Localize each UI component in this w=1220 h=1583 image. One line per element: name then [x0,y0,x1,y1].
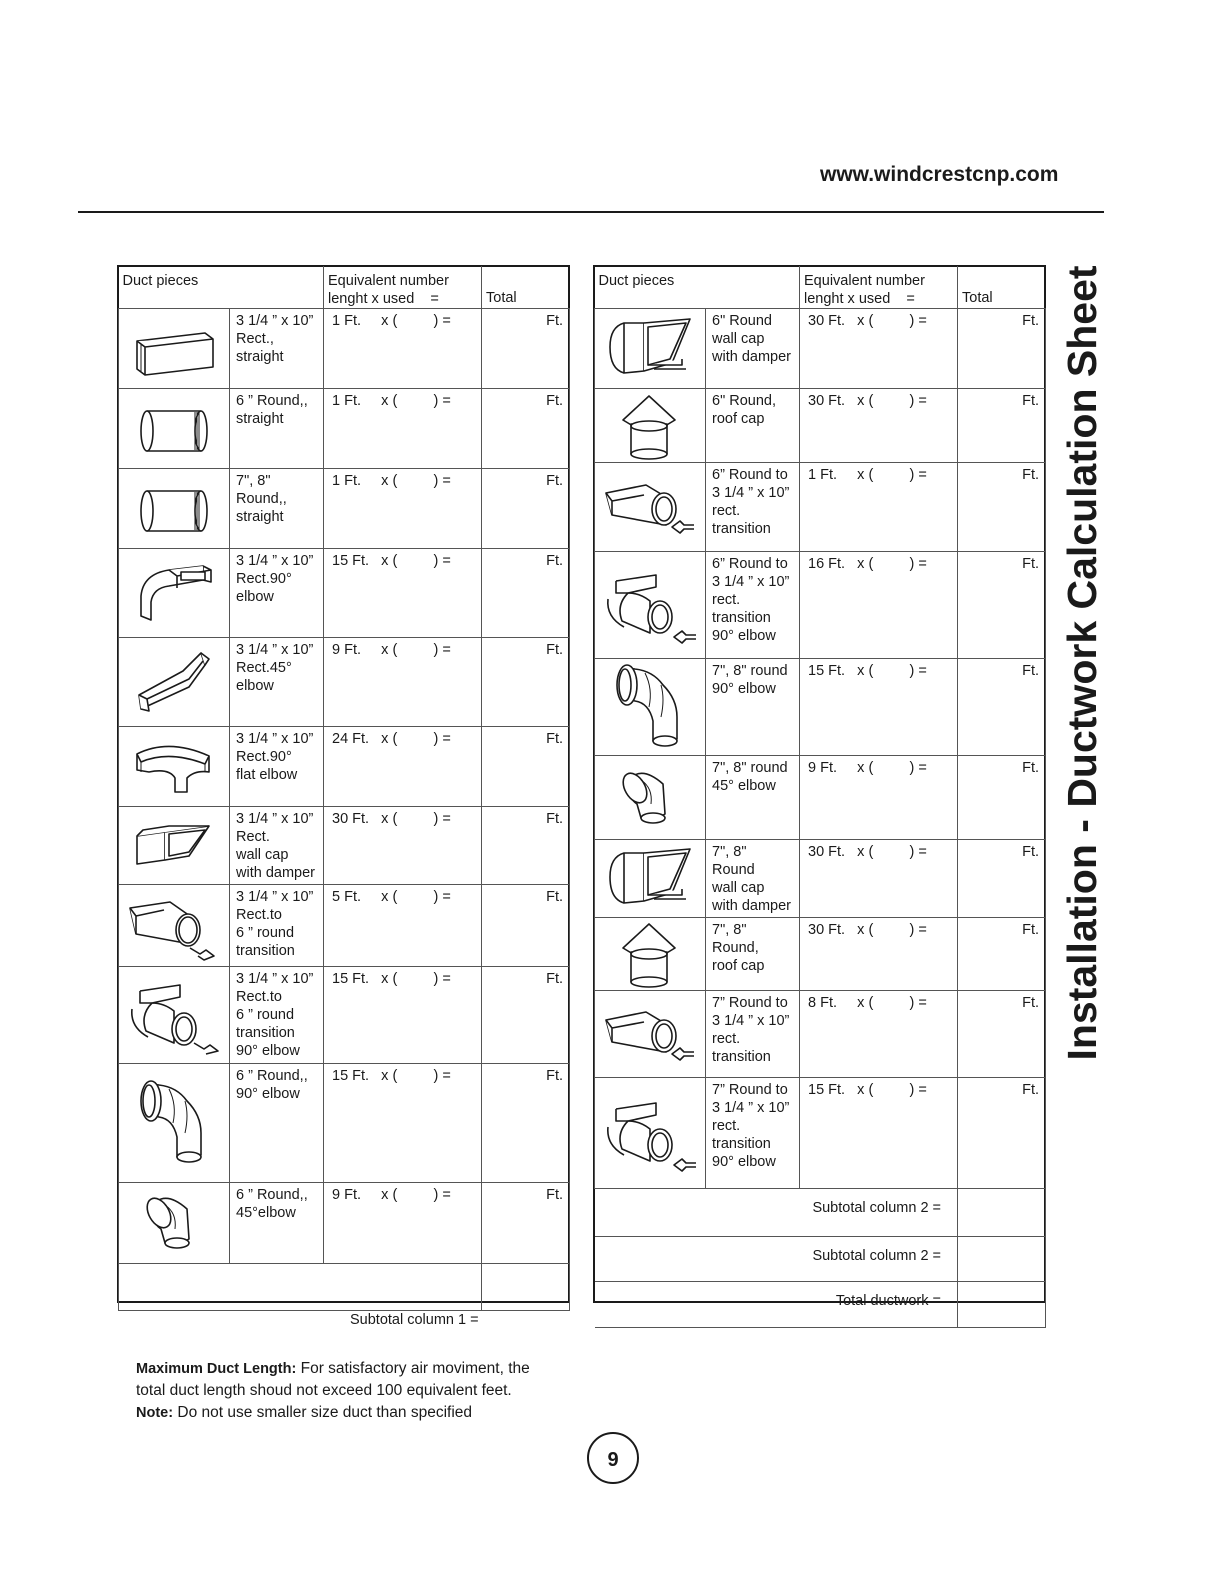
duct-description: 3 1/4 ” x 10” Rect.to 6 ” round transition 90° elbow [230,967,324,1064]
duct-row [119,727,570,807]
duct-row [595,389,1046,463]
equivalent-length: 16 Ft. x ( ) = [800,552,958,659]
total-feet-cell: Ft. [958,552,1046,659]
equivalent-length: 9 Ft. x ( ) = [324,1183,482,1264]
round-rect-transition-elbow-icon [595,552,706,659]
equivalent-length: 5 Ft. x ( ) = [324,885,482,967]
blank-cell [119,1264,482,1311]
total-feet-cell: Ft. [958,756,1046,840]
duct-description: 7", 8" Round wall cap with damper [706,840,800,918]
subtotal-column-1-value[interactable] [482,1264,570,1311]
round-wall-cap-icon [595,840,706,918]
duct-row [595,309,1046,389]
equivalent-length: 30 Ft. x ( ) = [800,918,958,991]
duct-row [595,840,1046,918]
equivalent-length: 9 Ft. x ( ) = [800,756,958,840]
duct-row [119,469,570,549]
summary-value[interactable] [958,1237,1046,1282]
round-straight-duct-icon [119,389,230,469]
summary-value[interactable] [958,1189,1046,1237]
equivalent-length: 1 Ft. x ( ) = [800,463,958,552]
header-duct-pieces: Duct pieces [595,266,800,309]
roof-cap-icon [595,389,706,463]
round-straight-duct-icon [119,469,230,549]
header-equivalent-line2: lenght x used = [804,291,915,307]
note-label: Note: [136,1405,174,1421]
duct-row [595,659,1046,756]
subtotal-row [119,1264,570,1311]
header-duct-pieces: Duct pieces [119,266,324,309]
total-feet-cell: Ft. [958,659,1046,756]
duct-row [595,1078,1046,1189]
equivalent-length: 15 Ft. x ( ) = [800,1078,958,1189]
duct-description: 7", 8" round 90° elbow [706,659,800,756]
subtotal-column-1-label: Subtotal column 1 = [350,1312,479,1328]
subtotal-column-2-row [595,1189,1046,1237]
duct-row [595,463,1046,552]
duct-row [595,552,1046,659]
total-feet-cell: Ft. [482,967,570,1064]
duct-row [119,309,570,389]
equivalent-length: 15 Ft. x ( ) = [324,967,482,1064]
page-title: Installation - Ductwork Calculation Sheet [1059,265,1105,1061]
header-equivalent-line1: Equivalent number [804,273,925,289]
round-rect-transition-icon [595,991,706,1078]
rect-flat-elbow-icon [119,727,230,807]
total-feet-cell: Ft. [482,885,570,967]
total-feet-cell: Ft. [482,638,570,727]
round-45-elbow-icon [119,1183,230,1264]
rect-90-elbow-icon [119,549,230,638]
header-equivalent-line1: Equivalent number [328,273,449,289]
total-feet-cell: Ft. [482,549,570,638]
max-length-text: For satisfactory air moviment, the total duct length shoud not exceed 100 equivalent feet. [136,1360,530,1399]
total-feet-cell: Ft. [958,991,1046,1078]
total-feet-cell: Ft. [482,389,570,469]
duct-description: 6" Round, roof cap [706,389,800,463]
duct-row [119,1183,570,1264]
equivalent-length: 30 Ft. x ( ) = [324,807,482,885]
header-equivalent-line2: lenght x used = [328,291,439,307]
round-45-elbow-icon [595,756,706,840]
duct-row [595,991,1046,1078]
round-90-elbow-icon [595,659,706,756]
left-duct-table [118,266,570,1311]
total-feet-cell: Ft. [482,727,570,807]
duct-row [119,967,570,1064]
notes-block [136,1358,556,1424]
right-duct-table [594,266,1046,1328]
duct-description: 6 ” Round,, 45°elbow [230,1183,324,1264]
roof-cap-icon [595,918,706,991]
note-text: Do not use smaller size duct than specified [173,1404,473,1421]
total-feet-cell: Ft. [482,1064,570,1183]
duct-row [119,1064,570,1183]
round-rect-transition-elbow-icon [595,1078,706,1189]
equivalent-length: 24 Ft. x ( ) = [324,727,482,807]
rect-wall-cap-icon [119,807,230,885]
table-header-row [119,266,570,309]
equivalent-length: 15 Ft. x ( ) = [324,1064,482,1183]
rect-45-elbow-icon [119,638,230,727]
total-feet-cell: Ft. [958,840,1046,918]
total-feet-cell: Ft. [482,807,570,885]
round-rect-transition-icon [595,463,706,552]
header-rule [78,211,1104,213]
rect-straight-duct-icon [119,309,230,389]
duct-row [595,918,1046,991]
equivalent-length: 15 Ft. x ( ) = [324,549,482,638]
duct-description: 3 1/4 ” x 10” Rect., straight [230,309,324,389]
duct-description: 7", 8" Round,, straight [230,469,324,549]
table-header-row [595,266,1046,309]
subtotal-column-2b-row [595,1237,1046,1282]
total-feet-cell: Ft. [958,1078,1046,1189]
total-ductwork-row [595,1282,1046,1328]
equivalent-length: 1 Ft. x ( ) = [324,469,482,549]
duct-description: 3 1/4 ” x 10” Rect.45° elbow [230,638,324,727]
equivalent-length: 1 Ft. x ( ) = [324,389,482,469]
total-feet-cell: Ft. [958,309,1046,389]
header-equivalent [324,266,482,309]
duct-description: 3 1/4 ” x 10” Rect.90° flat elbow [230,727,324,807]
round-wall-cap-icon [595,309,706,389]
duct-row [119,807,570,885]
total-feet-cell: Ft. [958,463,1046,552]
header-total: Total [958,266,1046,309]
total-feet-cell: Ft. [482,469,570,549]
duct-description: 6 ” Round,, 90° elbow [230,1064,324,1183]
equivalent-length: 30 Ft. x ( ) = [800,309,958,389]
total-feet-cell: Ft. [958,389,1046,463]
page-number: 9 [587,1432,639,1484]
summary-value[interactable] [958,1282,1046,1328]
duct-description: 3 1/4 ” x 10” Rect.to 6 ” round transition [230,885,324,967]
summary-label: Total ductwork = [595,1282,958,1328]
duct-row [595,756,1046,840]
website-url: www.windcrestcnp.com [820,163,1059,186]
duct-description: 6" Round wall cap with damper [706,309,800,389]
equivalent-length: 8 Ft. x ( ) = [800,991,958,1078]
round-90-elbow-icon [119,1064,230,1183]
duct-row [119,389,570,469]
summary-label: Subtotal column 2 = [595,1189,958,1237]
duct-description: 7” Round to 3 1/4 ” x 10” rect. transition 90° elbow [706,1078,800,1189]
total-feet-cell: Ft. [482,309,570,389]
total-feet-cell: Ft. [958,918,1046,991]
equivalent-length: 1 Ft. x ( ) = [324,309,482,389]
duct-description: 6 ” Round,, straight [230,389,324,469]
duct-description: 6” Round to 3 1/4 ” x 10” rect. transition 90° elbow [706,552,800,659]
rect-round-transition-icon [119,885,230,967]
duct-row [119,549,570,638]
duct-description: 7", 8" Round, roof cap [706,918,800,991]
duct-row [119,638,570,727]
rect-round-transition-elbow-icon [119,967,230,1064]
duct-row [119,885,570,967]
equivalent-length: 30 Ft. x ( ) = [800,389,958,463]
duct-description: 7” Round to 3 1/4 ” x 10” rect. transition [706,991,800,1078]
duct-description: 6” Round to 3 1/4 ” x 10” rect. transition [706,463,800,552]
equivalent-length: 15 Ft. x ( ) = [800,659,958,756]
duct-description: 7", 8" round 45° elbow [706,756,800,840]
max-length-label: Maximum Duct Length: [136,1361,297,1377]
duct-description: 3 1/4 ” x 10” Rect.90° elbow [230,549,324,638]
summary-label: Subtotal column 2 = [595,1237,958,1282]
header-equivalent [800,266,958,309]
equivalent-length: 30 Ft. x ( ) = [800,840,958,918]
duct-description: 3 1/4 ” x 10” Rect. wall cap with damper [230,807,324,885]
header-total: Total [482,266,570,309]
equivalent-length: 9 Ft. x ( ) = [324,638,482,727]
total-feet-cell: Ft. [482,1183,570,1264]
